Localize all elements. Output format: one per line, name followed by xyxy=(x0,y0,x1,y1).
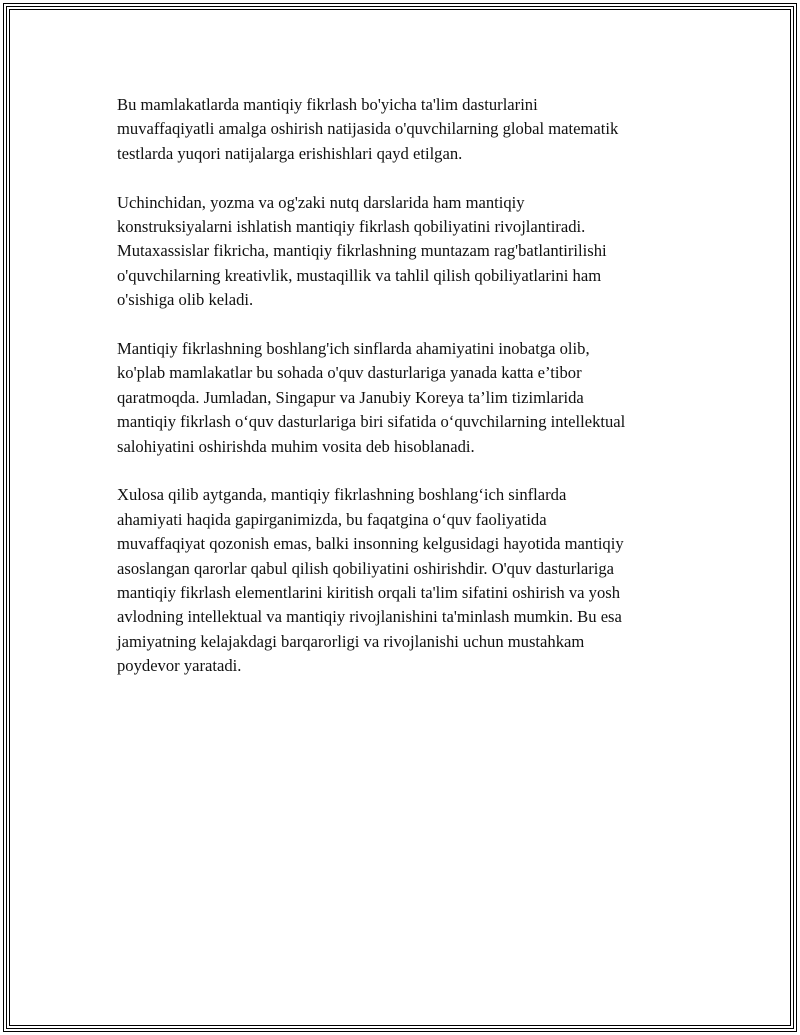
paragraph-1: Bu mamlakatlarda mantiqiy fikrlash bo'yicha ta'lim dasturlarini muvaffaqiyatli amalga oshirish natijasida o'quvchilarning global matematik testlarda yuqori natijalarga erishishlari qayd etilgan. xyxy=(117,95,619,163)
paragraph-4: Xulosa qilib aytganda, mantiqiy fikrlashning boshlang‘ich sinflarda ahamiyati haqida gapirganimizda, bu faqatgina o‘quv faoliyatida muvaffaqiyat qozonish emas, balki insonning kelgusidagi hayotida mantiqiy asoslangan qarorlar qabul qilish qobiliyatini oshirishdir. O'quv dasturlariga mantiqiy fikrlash elementlarini kiritish orqali ta'lim sifatini oshirish va yosh avlodning intellektual va mantiqiy rivojlanishini ta'minlash mumkin. Bu esa jamiyatning kelajakdagi barqarorligi va rivojlanishi uchun mustahkam poydevor yaratadi. xyxy=(117,485,624,676)
document-body xyxy=(117,93,687,703)
paragraph-3: Mantiqiy fikrlashning boshlang'ich sinflarda ahamiyatini inobatga olib, ko'plab mamlakatlar bu sohada o'quv dasturlariga yanada katta e’tibor qaratmoqda. Jumladan, Singapur va Janubiy Koreya ta’lim tizimlarida mantiqiy fikrlash o‘quv dasturlariga biri sifatida o‘quvchilarning intellektual salohiyatini oshirishda muhim vosita deb hisoblanadi. xyxy=(117,339,626,456)
paragraph-2: Uchinchidan, yozma va og'zaki nutq darslarida ham mantiqiy konstruksiyalarni ishlatish mantiqiy fikrlash qobiliyatini rivojlantiradi. Mutaxassislar fikricha, mantiqiy fikrlashning muntazam rag'batlantirilishi o'quvchilarning kreativlik, mustaqillik va tahlil qilish qobiliyatlarini ham o'sishiga olib keladi. xyxy=(117,192,607,310)
